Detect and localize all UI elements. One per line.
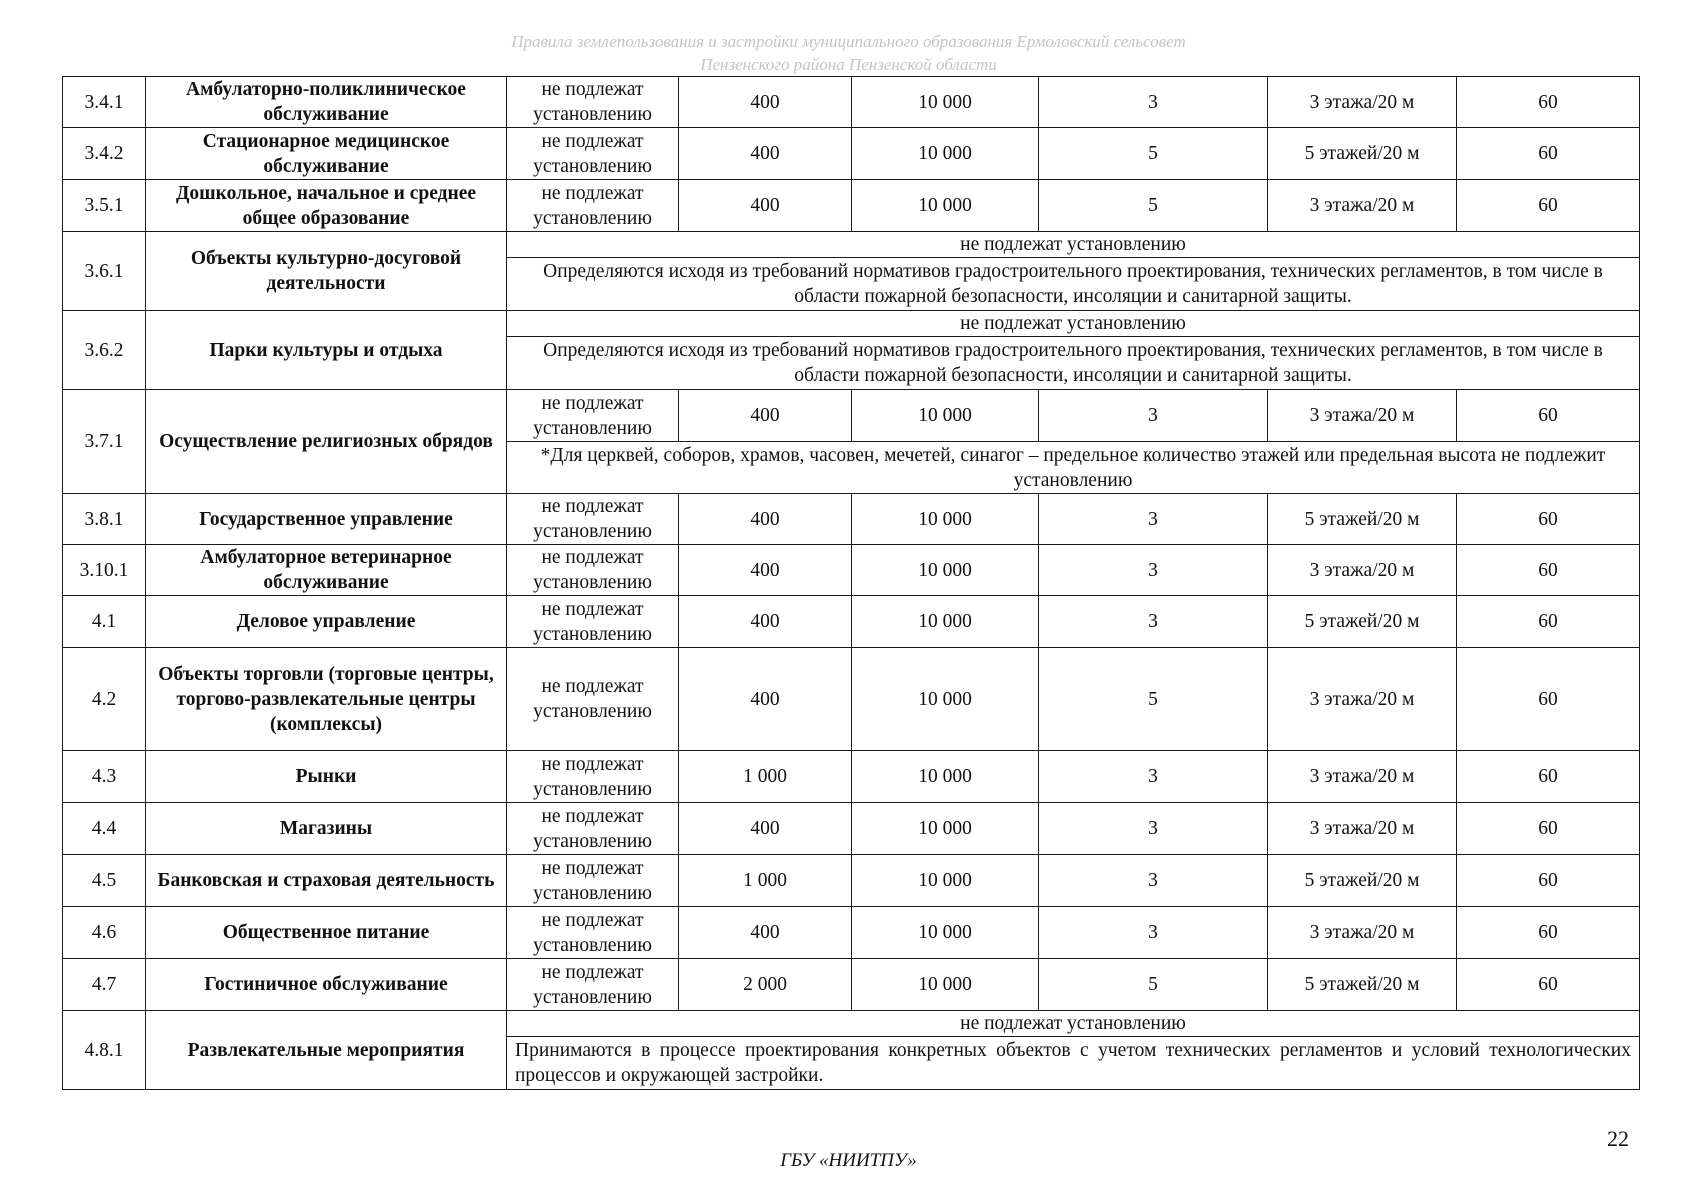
row-setback: не подлежат установлению [507, 180, 679, 232]
row-min-area: 1 000 [679, 855, 852, 907]
row-floors: 3 [1039, 803, 1268, 855]
row-setback: не подлежат установлению [507, 959, 679, 1011]
row-max-area: 10 000 [852, 648, 1039, 751]
row-merged-note: Принимаются в процессе проектирования конкретных объектов с учетом технических регламентов и условий технологических процессов и окружающей застройки. [507, 1037, 1640, 1090]
row-min-area: 400 [679, 648, 852, 751]
row-min-area: 400 [679, 390, 852, 442]
row-max-area: 10 000 [852, 77, 1039, 128]
row-max-area: 10 000 [852, 855, 1039, 907]
row-merged-header: не подлежат установлению [507, 1011, 1640, 1037]
row-code: 3.6.2 [63, 311, 146, 390]
table-row [63, 1011, 1640, 1037]
row-name: Общественное питание [146, 907, 507, 959]
table-row [63, 596, 1640, 648]
table-row [63, 128, 1640, 180]
row-code: 3.8.1 [63, 494, 146, 545]
row-max-area: 10 000 [852, 803, 1039, 855]
row-coverage: 60 [1457, 907, 1640, 959]
regulations-table-body [63, 77, 1640, 1090]
row-min-area: 400 [679, 803, 852, 855]
row-coverage: 60 [1457, 803, 1640, 855]
row-coverage: 60 [1457, 855, 1640, 907]
row-max-height: 3 этажа/20 м [1268, 751, 1457, 803]
table-row [63, 77, 1640, 128]
row-code: 3.4.2 [63, 128, 146, 180]
row-max-area: 10 000 [852, 959, 1039, 1011]
row-code: 4.4 [63, 803, 146, 855]
row-max-area: 10 000 [852, 545, 1039, 596]
row-code: 3.10.1 [63, 545, 146, 596]
row-max-area: 10 000 [852, 494, 1039, 545]
row-name: Стационарное медицинское обслуживание [146, 128, 507, 180]
row-max-height: 3 этажа/20 м [1268, 390, 1457, 442]
row-merged-note: Определяются исходя из требований нормативов градостроительного проектирования, технических регламентов, в том числе в области пожарной безопасности, инсоляции и санитарной защиты. [507, 337, 1640, 390]
row-max-height: 3 этажа/20 м [1268, 803, 1457, 855]
row-code: 3.5.1 [63, 180, 146, 232]
row-coverage: 60 [1457, 751, 1640, 803]
row-floors: 3 [1039, 494, 1268, 545]
row-setback: не подлежат установлению [507, 648, 679, 751]
row-floors: 5 [1039, 648, 1268, 751]
row-name: Деловое управление [146, 596, 507, 648]
row-name: Объекты культурно-досуговой деятельности [146, 232, 507, 311]
table-row [63, 959, 1640, 1011]
row-setback: не подлежат установлению [507, 855, 679, 907]
row-floors: 3 [1039, 390, 1268, 442]
row-floors: 3 [1039, 77, 1268, 128]
row-max-area: 10 000 [852, 596, 1039, 648]
table-row [63, 907, 1640, 959]
row-coverage: 60 [1457, 545, 1640, 596]
row-min-area: 400 [679, 180, 852, 232]
table-row [63, 494, 1640, 545]
row-coverage: 60 [1457, 180, 1640, 232]
row-setback: не подлежат установлению [507, 907, 679, 959]
table-row [63, 855, 1640, 907]
row-floors: 3 [1039, 545, 1268, 596]
row-min-area: 400 [679, 77, 852, 128]
row-max-area: 10 000 [852, 128, 1039, 180]
row-name: Магазины [146, 803, 507, 855]
table-row [63, 232, 1640, 258]
row-name: Дошкольное, начальное и среднее общее образование [146, 180, 507, 232]
row-floors: 5 [1039, 180, 1268, 232]
row-max-height: 3 этажа/20 м [1268, 77, 1457, 128]
row-code: 3.4.1 [63, 77, 146, 128]
row-setback: не подлежат установлению [507, 390, 679, 442]
row-min-area: 2 000 [679, 959, 852, 1011]
row-min-area: 400 [679, 596, 852, 648]
row-code: 4.7 [63, 959, 146, 1011]
row-code: 4.1 [63, 596, 146, 648]
row-min-area: 400 [679, 128, 852, 180]
row-setback: не подлежат установлению [507, 77, 679, 128]
row-merged-header: не подлежат установлению [507, 232, 1640, 258]
row-name: Объекты торговли (торговые центры, торгово-развлекательные центры (комплексы) [146, 648, 507, 751]
row-merged-note: Определяются исходя из требований нормативов градостроительного проектирования, технических регламентов, в том числе в области пожарной безопасности, инсоляции и санитарной защиты. [507, 258, 1640, 311]
row-code: 4.6 [63, 907, 146, 959]
row-note: *Для церквей, соборов, храмов, часовен, мечетей, синагог – предельное количество этажей или предельная высота не подлежит установлению [507, 442, 1640, 494]
table-row [63, 180, 1640, 232]
row-code: 4.8.1 [63, 1011, 146, 1090]
row-name: Парки культуры и отдыха [146, 311, 507, 390]
row-max-area: 10 000 [852, 180, 1039, 232]
row-floors: 5 [1039, 959, 1268, 1011]
row-floors: 3 [1039, 596, 1268, 648]
row-code: 4.5 [63, 855, 146, 907]
table-row [63, 311, 1640, 337]
row-setback: не подлежат установлению [507, 751, 679, 803]
row-code: 3.6.1 [63, 232, 146, 311]
row-code: 3.7.1 [63, 390, 146, 494]
row-max-height: 5 этажей/20 м [1268, 855, 1457, 907]
row-max-area: 10 000 [852, 751, 1039, 803]
table-row [63, 545, 1640, 596]
row-coverage: 60 [1457, 390, 1640, 442]
row-floors: 3 [1039, 751, 1268, 803]
row-name: Амбулаторно-поликлиническое обслуживание [146, 77, 507, 128]
row-min-area: 400 [679, 494, 852, 545]
row-name: Развлекательные мероприятия [146, 1011, 507, 1090]
row-max-height: 5 этажей/20 м [1268, 959, 1457, 1011]
row-name: Рынки [146, 751, 507, 803]
row-min-area: 1 000 [679, 751, 852, 803]
row-setback: не подлежат установлению [507, 803, 679, 855]
row-code: 4.3 [63, 751, 146, 803]
row-coverage: 60 [1457, 959, 1640, 1011]
page-number: 22 [1607, 1126, 1629, 1151]
row-max-height: 5 этажей/20 м [1268, 128, 1457, 180]
row-max-height: 5 этажей/20 м [1268, 596, 1457, 648]
row-max-height: 3 этажа/20 м [1268, 545, 1457, 596]
table-row [63, 803, 1640, 855]
row-merged-header: не подлежат установлению [507, 311, 1640, 337]
row-code: 4.2 [63, 648, 146, 751]
table-row [63, 648, 1640, 751]
page-header [0, 30, 1697, 76]
page-footer: ГБУ «НИИТПУ» [780, 1150, 917, 1171]
row-setback: не подлежат установлению [507, 128, 679, 180]
row-max-area: 10 000 [852, 907, 1039, 959]
regulations-table [62, 76, 1640, 1090]
row-setback: не подлежат установлению [507, 596, 679, 648]
row-min-area: 400 [679, 545, 852, 596]
row-coverage: 60 [1457, 128, 1640, 180]
page-header-line-2: Пензенского района Пензенской области [700, 55, 997, 74]
row-floors: 3 [1039, 855, 1268, 907]
row-max-height: 3 этажа/20 м [1268, 648, 1457, 751]
row-setback: не подлежат установлению [507, 545, 679, 596]
row-name: Банковская и страховая деятельность [146, 855, 507, 907]
row-coverage: 60 [1457, 596, 1640, 648]
row-name: Государственное управление [146, 494, 507, 545]
page-header-line-1: Правила землепользования и застройки муниципального образования Ермоловский сельсовет [511, 32, 1186, 51]
row-coverage: 60 [1457, 494, 1640, 545]
table-row [63, 390, 1640, 442]
row-name: Амбулаторное ветеринарное обслуживание [146, 545, 507, 596]
row-max-height: 3 этажа/20 м [1268, 907, 1457, 959]
row-coverage: 60 [1457, 648, 1640, 751]
row-coverage: 60 [1457, 77, 1640, 128]
row-max-area: 10 000 [852, 390, 1039, 442]
row-name: Гостиничное обслуживание [146, 959, 507, 1011]
row-setback: не подлежат установлению [507, 494, 679, 545]
row-max-height: 3 этажа/20 м [1268, 180, 1457, 232]
table-row [63, 751, 1640, 803]
row-floors: 3 [1039, 907, 1268, 959]
row-min-area: 400 [679, 907, 852, 959]
row-floors: 5 [1039, 128, 1268, 180]
row-max-height: 5 этажей/20 м [1268, 494, 1457, 545]
row-name: Осуществление религиозных обрядов [146, 390, 507, 494]
